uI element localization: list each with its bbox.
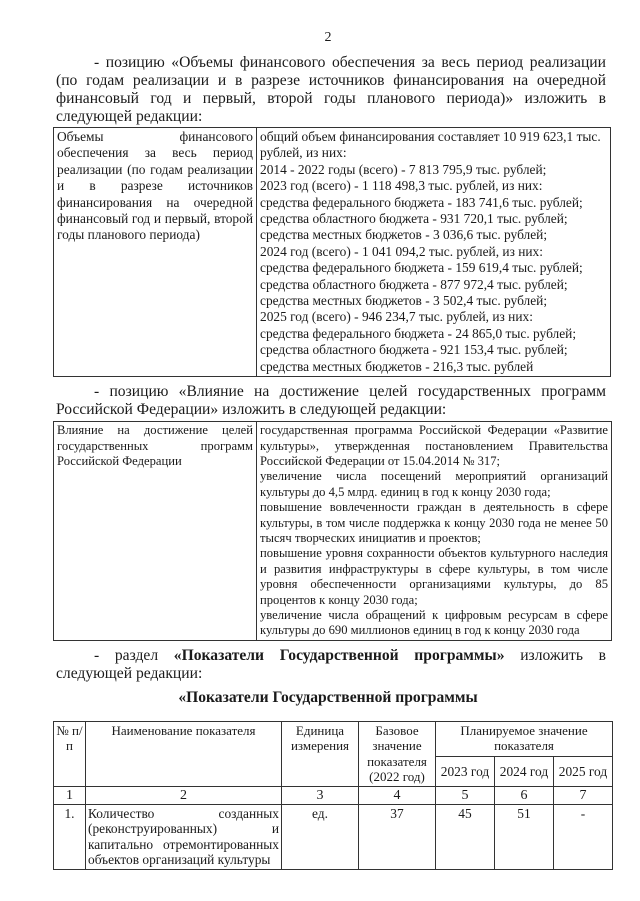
header-name: Наименование показателя (86, 721, 282, 786)
header-planned: Планируемое значение показателя (436, 721, 613, 757)
financing-line: средства местных бюджетов - 3 036,6 тыс. рублей; (260, 227, 548, 243)
row-base: 37 (359, 804, 436, 869)
col-number: 1 (54, 786, 86, 804)
paragraph-text: - позицию «Объемы финансового обеспечения за весь период реализации (по годам реализации и в разрезе источников финансирования на очередной финансовый год и первый, второй годы планового периода)» изложить в следующей редакции: (56, 54, 606, 125)
section-reference: «Показатели Государственной программы» (173, 646, 505, 664)
indicators-table (53, 721, 613, 870)
header-year-2025: 2025 год (553, 757, 612, 786)
row-2024: 51 (494, 804, 553, 869)
header-num: № п/п (54, 721, 86, 786)
financing-line: средства федерального бюджета - 159 619,4 тыс. рублей; (260, 260, 583, 276)
financing-values-cell (257, 128, 611, 377)
influence-paragraph: повышение уровня сохранности объектов культурного наследия и развития инфраструктуры в сфере культуры, в том числе уровня обеспеченности организациями культуры, до 85 процентов к концу 2030 года; (260, 546, 608, 607)
financing-table (53, 127, 611, 377)
influence-paragraph: государственная программа Российской Федерации «Развитие культуры», утвержденная постановлением Правительства Российской Федерации от 15.04.2014 № 317; (260, 423, 608, 468)
row-2023: 45 (436, 804, 495, 869)
table-row (54, 804, 613, 869)
row-2025: - (553, 804, 612, 869)
financing-line: общий объем финансирования составляет 10 919 623,1 тыс. рублей, из них: (260, 129, 601, 161)
financing-line: средства местных бюджетов - 216,3 тыс. рублей (260, 358, 534, 374)
col-number: 6 (494, 786, 553, 804)
row-num: 1. (54, 804, 86, 869)
paragraph-influence-intro (56, 383, 606, 419)
financing-line: 2025 год (всего) - 946 234,7 тыс. рублей, из них: (260, 309, 533, 325)
financing-label-cell: Объемы финансового обеспечения за весь период реализации (по годам реализации и в разрезе источников финансирования на очередной финансовый год и первый, второй годы планового периода) (54, 128, 257, 377)
col-number: 7 (553, 786, 612, 804)
col-number: 5 (436, 786, 495, 804)
paragraph-text: - раздел (94, 646, 174, 664)
header-unit: Единица измерения (282, 721, 359, 786)
financing-line: средства федерального бюджета - 183 741,6 тыс. рублей; (260, 194, 583, 210)
page-number: 2 (324, 30, 332, 45)
row-name: Количество созданных (реконструированных) и капитально отремонтированных объектов организаций культуры (86, 804, 282, 869)
influence-values-cell (257, 422, 612, 641)
financing-line: средства федерального бюджета - 24 865,0 тыс. рублей; (260, 325, 577, 341)
influence-label-cell: Влияние на достижение целей государственных программ Российской Федерации (54, 422, 257, 641)
financing-line: 2014 - 2022 годы (всего) - 7 813 795,9 тыс. рублей; (260, 161, 547, 177)
row-unit: ед. (282, 804, 359, 869)
paragraph-indicators-intro (56, 647, 606, 683)
influence-paragraph: повышение вовлеченности граждан в деятельность в сфере культуры, в том числе поддержка к концу 2030 года не менее 50 тысяч творческих инициатив и проектов; (260, 500, 608, 545)
financing-line: средства областного бюджета - 921 153,4 тыс. рублей; (260, 342, 568, 358)
header-base: Базовое значение показателя (2022 год) (359, 721, 436, 786)
col-number: 3 (282, 786, 359, 804)
header-year-2024: 2024 год (494, 757, 553, 786)
financing-line: средства областного бюджета - 877 972,4 тыс. рублей; (260, 276, 568, 292)
paragraph-text: - позицию «Влияние на достижение целей государственных программ Российской Федерации» изложить в следующей редакции: (56, 383, 606, 419)
col-number: 4 (359, 786, 436, 804)
col-number: 2 (86, 786, 282, 804)
influence-paragraph: увеличение числа обращений к цифровым ресурсам в сфере культуры до 690 миллионов единиц в год к концу 2030 года (260, 607, 608, 638)
section-title: «Показатели Государственной программы (178, 688, 478, 706)
header-year-2023: 2023 год (436, 757, 495, 786)
influence-paragraph: увеличение числа посещений мероприятий организаций культуры до 4,5 млрд. единиц в год к концу 2030 года; (260, 469, 608, 499)
paragraph-financing-intro (56, 54, 606, 126)
financing-line: 2024 год (всего) - 1 041 094,2 тыс. рублей, из них: (260, 243, 543, 259)
paragraph-text: изложить в следующей редакции: (56, 646, 606, 682)
financing-line: средства местных бюджетов - 3 502,4 тыс. рублей; (260, 293, 548, 309)
influence-table (53, 421, 612, 641)
financing-line: средства областного бюджета - 931 720,1 тыс. рублей; (260, 211, 568, 227)
financing-line: 2023 год (всего) - 1 118 498,3 тыс. рублей, из них: (260, 178, 543, 194)
